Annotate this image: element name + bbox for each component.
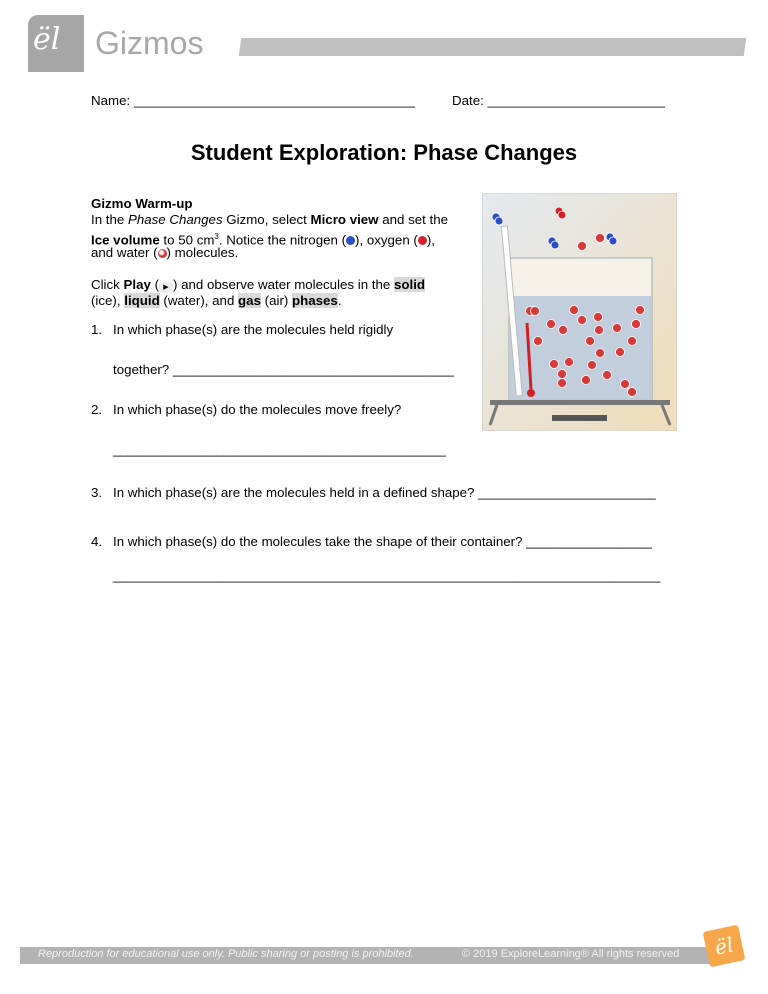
water-molecule <box>595 326 604 335</box>
water-molecule <box>550 360 559 369</box>
name-field[interactable]: Name: ______________________________________ <box>91 93 415 108</box>
play-term: Play <box>123 277 151 292</box>
water-molecule <box>628 337 637 346</box>
brand-name: Gizmos <box>95 25 204 61</box>
text: and water ( <box>91 245 158 260</box>
text: (air) <box>260 293 292 308</box>
logo-mark: ël <box>33 22 61 57</box>
question-2-answer[interactable]: _____________________________________________ <box>113 442 446 457</box>
text: ), oxygen ( <box>355 232 418 248</box>
text: to 50 cm <box>159 232 215 248</box>
water-molecule <box>613 324 622 333</box>
text: Gizmo, select <box>222 212 311 227</box>
phases-term: phases <box>292 293 338 308</box>
question-4-text[interactable]: In which phase(s) do the molecules take the shape of their container? _________________ <box>113 534 652 549</box>
liquid-term: liquid <box>124 293 160 308</box>
thermometer-bulb <box>527 389 535 397</box>
question-1-answer[interactable]: together? ______________________________________ <box>113 362 454 377</box>
water-molecule <box>588 361 597 370</box>
water-molecule <box>628 388 637 397</box>
water-molecule <box>636 306 645 315</box>
superscript: 3 <box>214 232 219 241</box>
water-molecule <box>534 337 543 346</box>
water-molecule <box>603 371 612 380</box>
gizmo-name: Phase Changes <box>127 212 223 227</box>
solid-term: solid <box>394 277 426 292</box>
question-3-number: 3. <box>91 485 103 500</box>
warmup-line-1 <box>91 212 448 228</box>
water-molecule <box>621 380 630 389</box>
water-molecule <box>594 313 603 322</box>
warmup-heading: Gizmo Warm-up <box>91 196 193 211</box>
oxygen-molecule <box>558 211 566 219</box>
footer-copyright: © 2019 ExploreLearning® All rights reserved <box>462 948 680 960</box>
text: ( <box>150 277 159 292</box>
question-1-number: 1. <box>91 322 103 337</box>
water-molecule <box>596 234 605 243</box>
question-3-text[interactable]: In which phase(s) are the molecules held in a defined shape? ________________________ <box>113 485 656 500</box>
text: (water), and <box>159 293 239 308</box>
page-title: Student Exploration: Phase Changes <box>190 140 578 165</box>
oxygen-molecule-icon <box>418 236 427 245</box>
date-field[interactable]: Date: ________________________ <box>452 93 665 108</box>
footer-logo: ël <box>703 925 746 968</box>
water-molecule <box>570 306 579 315</box>
text: and set the <box>378 212 449 227</box>
heater <box>552 415 607 421</box>
water-molecule <box>547 320 556 329</box>
water-molecule <box>531 307 540 316</box>
question-4-number: 4. <box>91 534 103 549</box>
water-molecule <box>565 358 574 367</box>
water-molecule <box>559 326 568 335</box>
question-1-text: In which phase(s) are the molecules held rigidly <box>113 322 394 337</box>
water-molecule <box>596 349 605 358</box>
question-2-number: 2. <box>91 402 103 417</box>
instruction-line-1 <box>91 277 425 293</box>
water-molecule <box>582 376 591 385</box>
text: . <box>337 293 342 308</box>
question-4-answer[interactable]: __________________________________________________________________________ <box>113 568 661 583</box>
water-molecule <box>578 316 587 325</box>
ice-volume-term: Ice volume <box>91 232 160 248</box>
text: ) and observe water molecules in the <box>173 277 394 292</box>
water-molecule <box>558 379 567 388</box>
footer-notice: Reproduction for educational use only. Public sharing or posting is prohibited. <box>38 948 414 960</box>
water-molecule <box>578 242 587 251</box>
nitrogen-molecule <box>495 217 503 225</box>
nitrogen-molecule <box>551 241 559 249</box>
text: (ice), <box>91 293 125 308</box>
micro-view-term: Micro view <box>310 212 379 227</box>
text: ) molecules. <box>166 245 239 260</box>
instruction-line-2 <box>91 293 342 309</box>
text: ), <box>426 232 435 248</box>
header-bar <box>239 38 747 56</box>
stand-top <box>490 400 670 405</box>
water-molecule <box>616 348 625 357</box>
water-molecule <box>632 320 641 329</box>
water-molecule <box>558 370 567 379</box>
water-molecule <box>586 337 595 346</box>
gas-term: gas <box>238 293 261 308</box>
question-2-text: In which phase(s) do the molecules move freely? <box>113 402 402 417</box>
text: . Notice the nitrogen ( <box>218 232 347 248</box>
nitrogen-molecule-icon <box>346 236 355 245</box>
water-molecule-icon <box>158 249 167 258</box>
text: Click <box>91 277 124 292</box>
nitrogen-molecule <box>609 237 617 245</box>
text: In the <box>91 212 128 227</box>
phase-changes-gizmo-image <box>482 193 677 431</box>
warmup-line-3 <box>91 245 238 261</box>
play-icon: ▶ <box>159 282 173 293</box>
